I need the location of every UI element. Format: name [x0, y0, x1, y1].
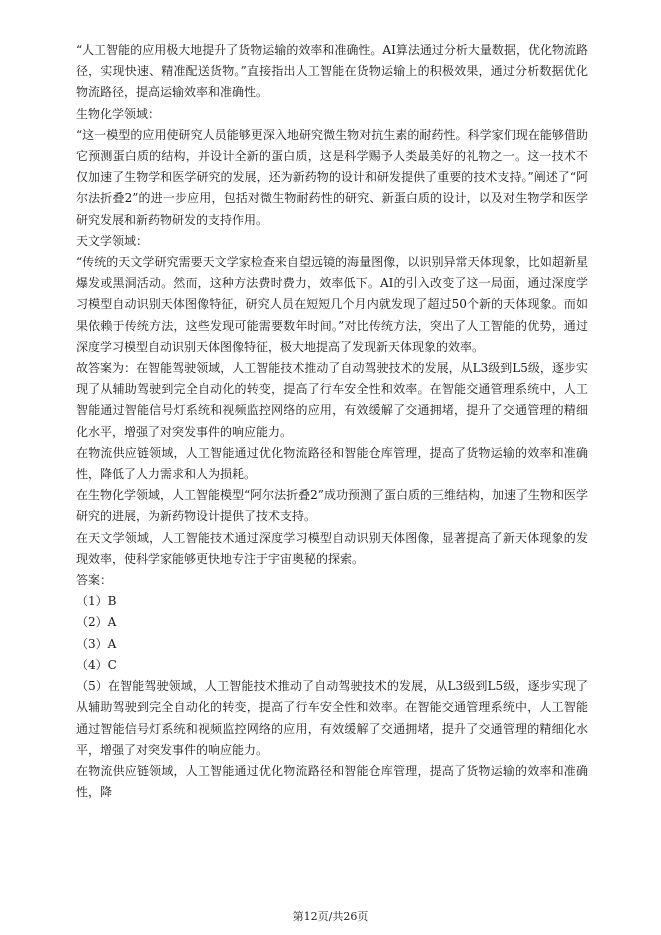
paragraph: 在天文学领域，人工智能技术通过深度学习模型自动识别天体图像，显著提高了新天体现象的发现效率，使科学家能够更快地专注于宇宙奥秘的探索。 [76, 530, 588, 566]
answer-item: （5）在智能驾驶领域，人工智能技术推动了自动驾驶技术的发展，从L3级到L5级，逐步实现了从辅助驾驶到完全自动化的转变，提高了行车安全性和效率。在智能交通管理系统中，人工智能通过智能信号灯系统和视频监控网络的应用，有效缓解了交通拥堵，提升了交通管理的精细化水平，增强了对突发事件的响应能力。 [76, 679, 588, 757]
answer-item: （2）A [76, 615, 117, 630]
answer-item: （4）C [76, 657, 117, 672]
paragraph: “传统的天文学研究需要天文学家检查来自望远镜的海量图像，以识别异常天体现象，比如超新星爆发或黑洞活动。然而，这种方法费时费力，效率低下。AI的引入改变了这一局面，通过深度学习模型自动识别天体图像特征，研究人员在短短几个月内就发现了超过50个新的天体现象。而如果依赖于传统方法，这些发现可能需要数年时间。”对比传统方法，突出了人工智能的优势，通过深度学习模型自动识别天体图像特征，极大地提高了发现新天体现象的效率。 [76, 255, 588, 354]
document-body [76, 40, 588, 803]
page-footer: 第12页/共26页 [292, 910, 369, 923]
answer-heading: 答案： [76, 573, 113, 588]
paragraph: “人工智能的应用极大地提升了货物运输的效率和准确性。AI算法通过分析大量数据，优化物流路径，实现快速、精准配送货物。”直接指出人工智能在货物运输上的积极效果，通过分析数据优化物流路径，提高运输效率和准确性。 [76, 43, 588, 100]
answer-item: （1）B [76, 594, 117, 609]
section-heading-astronomy: 天文学领域： [76, 233, 149, 248]
paragraph: 在生物化学领域，人工智能模型“阿尔法折叠2”成功预测了蛋白质的三维结构，加速了生物和医学研究的进展，为新药物设计提供了技术支持。 [76, 488, 588, 524]
answer-item: （3）A [76, 636, 117, 651]
section-heading-biochemistry: 生物化学领域： [76, 106, 161, 121]
paragraph: 故答案为：在智能驾驶领域，人工智能技术推动了自动驾驶技术的发展，从L3级到L5级，逐步实现了从辅助驾驶到完全自动化的转变，提高了行车安全性和效率。在智能交通管理系统中，人工智能通过智能信号灯系统和视频监控网络的应用，有效缓解了交通拥堵，提升了交通管理的精细化水平，增强了对突发事件的响应能力。 [76, 361, 588, 439]
paragraph: 在物流供应链领域，人工智能通过优化物流路径和智能仓库管理，提高了货物运输的效率和准确性，降 [76, 763, 588, 800]
paragraph: 在物流供应链领域，人工智能通过优化物流路径和智能仓库管理，提高了货物运输的效率和准确性，降低了人力需求和人为损耗。 [76, 445, 588, 482]
paragraph: “这一模型的应用使研究人员能够更深入地研究微生物对抗生素的耐药性。科学家们现在能够借助它预测蛋白质的结构，并设计全新的蛋白质，这是科学赐予人类最美好的礼物之一。这一技术不仅加速了生物学和医学研究的发展，还为新药物的设计和研发提供了重要的技术支持。”阐述了“阿尔法折叠2”的进一步应用，包括对微生物耐药性的研究、新蛋白质的设计，以及对生物学和医学研究发展和新药物研发的支持作用。 [76, 127, 588, 227]
